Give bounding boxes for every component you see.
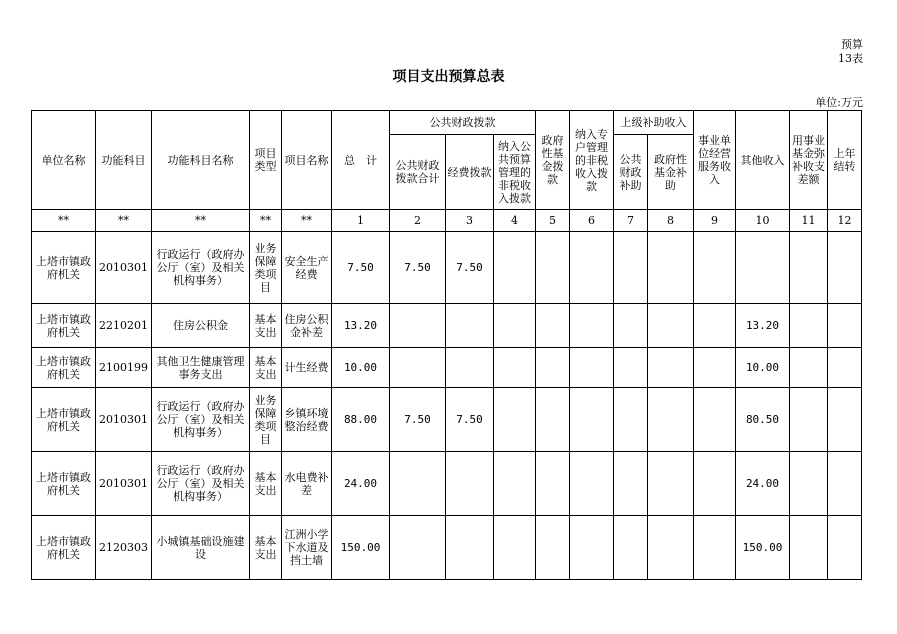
header-pf-fund: 经费拨款: [446, 135, 494, 210]
cell-pf-total: 7.50: [390, 388, 446, 452]
cell-empty: [536, 304, 570, 348]
cell-func-name: 行政运行（政府办公厅（室）及相关机构事务）: [152, 452, 250, 516]
cell-project: 乡镇环境整治经费: [282, 388, 332, 452]
header-total: 总 计: [332, 111, 390, 210]
cell-project: 计生经费: [282, 348, 332, 388]
cell-code: 2010301: [96, 232, 152, 304]
cell-empty: [648, 348, 694, 388]
table-row: [32, 232, 862, 304]
index-cell: **: [32, 210, 96, 232]
cell-func-name: 行政运行（政府办公厅（室）及相关机构事务）: [152, 388, 250, 452]
header-pf-special: 纳入公共预算管理的非税收入拨款: [494, 135, 536, 210]
cell-empty: [494, 388, 536, 452]
cell-total: 24.00: [332, 452, 390, 516]
cell-empty: [828, 232, 862, 304]
cell-empty: [614, 348, 648, 388]
header-other-income: 其他收入: [736, 111, 790, 210]
index-cell: **: [96, 210, 152, 232]
cell-other: 24.00: [736, 452, 790, 516]
header-business-income: 事业单位经营服务收入: [694, 111, 736, 210]
cell-empty: [828, 304, 862, 348]
cell-type: 基本支出: [250, 348, 282, 388]
cell-empty: [790, 516, 828, 580]
cell-code: 2010301: [96, 452, 152, 516]
cell-unit: 上塔市镇政府机关: [32, 516, 96, 580]
cell-empty: [790, 452, 828, 516]
cell-empty: [536, 516, 570, 580]
cell-pf-fund: [446, 516, 494, 580]
cell-code: 2120303: [96, 516, 152, 580]
cell-other: [736, 232, 790, 304]
cell-total: 88.00: [332, 388, 390, 452]
index-cell: **: [152, 210, 250, 232]
cell-empty: [648, 388, 694, 452]
cell-empty: [828, 348, 862, 388]
header-public-finance: 公共财政拨款: [390, 111, 536, 135]
cell-empty: [536, 388, 570, 452]
cell-empty: [614, 388, 648, 452]
index-cell: 8: [648, 210, 694, 232]
cell-other: 80.50: [736, 388, 790, 452]
cell-pf-fund: [446, 452, 494, 516]
cell-func-name: 行政运行（政府办公厅（室）及相关机构事务）: [152, 232, 250, 304]
cell-type: 基本支出: [250, 304, 282, 348]
cell-empty: [570, 452, 614, 516]
cell-empty: [828, 388, 862, 452]
cell-empty: [828, 452, 862, 516]
header-gov-fund: 政府性基金拨款: [536, 111, 570, 210]
cell-pf-fund: 7.50: [446, 232, 494, 304]
cell-empty: [494, 304, 536, 348]
cell-project: 住房公积金补差: [282, 304, 332, 348]
index-cell: **: [282, 210, 332, 232]
cell-empty: [614, 452, 648, 516]
cell-empty: [614, 232, 648, 304]
table-row: [32, 516, 862, 580]
cell-other: 10.00: [736, 348, 790, 388]
cell-pf-total: [390, 452, 446, 516]
page-title: 项目支出预算总表: [392, 69, 505, 85]
cell-empty: [694, 388, 736, 452]
table-row: [32, 304, 862, 348]
cell-empty: [570, 304, 614, 348]
cell-unit: 上塔市镇政府机关: [32, 452, 96, 516]
cell-empty: [614, 516, 648, 580]
table-row: [32, 348, 862, 388]
cell-other: 150.00: [736, 516, 790, 580]
cell-pf-fund: [446, 348, 494, 388]
cell-total: 7.50: [332, 232, 390, 304]
cell-empty: [648, 452, 694, 516]
cell-empty: [570, 516, 614, 580]
cell-code: 2010301: [96, 388, 152, 452]
unit-label: 单位:万元: [815, 96, 863, 109]
cell-empty: [790, 232, 828, 304]
cell-pf-fund: [446, 304, 494, 348]
cell-pf-total: 7.50: [390, 232, 446, 304]
header-func-code: 功能科目: [96, 111, 152, 210]
cell-unit: 上塔市镇政府机关: [32, 304, 96, 348]
cell-project: 安全生产经费: [282, 232, 332, 304]
cell-empty: [790, 348, 828, 388]
index-cell: 6: [570, 210, 614, 232]
cell-empty: [694, 348, 736, 388]
cell-project: 江洲小学下水道及挡土墙: [282, 516, 332, 580]
cell-empty: [570, 232, 614, 304]
header-sup-public: 公共财政补助: [614, 135, 648, 210]
index-cell: 3: [446, 210, 494, 232]
header-pf-total: 公共财政拨款合计: [390, 135, 446, 210]
header-special-nontax: 纳入专户管理的非税收入拨款: [570, 111, 614, 210]
cell-total: 13.20: [332, 304, 390, 348]
cell-empty: [790, 304, 828, 348]
cell-empty: [648, 516, 694, 580]
cell-empty: [536, 452, 570, 516]
doc-no-line-2: 13表: [838, 52, 863, 65]
header-proj-name: 项目名称: [282, 111, 332, 210]
cell-empty: [494, 348, 536, 388]
index-cell: 9: [694, 210, 736, 232]
cell-pf-total: [390, 348, 446, 388]
cell-project: 水电费补差: [282, 452, 332, 516]
cell-empty: [694, 232, 736, 304]
cell-func-name: 住房公积金: [152, 304, 250, 348]
budget-table: [31, 110, 862, 580]
cell-total: 10.00: [332, 348, 390, 388]
cell-type: 业务保障类项目: [250, 232, 282, 304]
index-cell: 7: [614, 210, 648, 232]
cell-unit: 上塔市镇政府机关: [32, 348, 96, 388]
index-cell: 2: [390, 210, 446, 232]
cell-code: 2210201: [96, 304, 152, 348]
cell-func-name: 小城镇基础设施建设: [152, 516, 250, 580]
cell-pf-fund: 7.50: [446, 388, 494, 452]
index-cell: 5: [536, 210, 570, 232]
cell-empty: [828, 516, 862, 580]
header-proj-type: 项目类型: [250, 111, 282, 210]
table-row: [32, 452, 862, 516]
index-row: [32, 210, 862, 232]
cell-other: 13.20: [736, 304, 790, 348]
cell-code: 2100199: [96, 348, 152, 388]
cell-empty: [494, 232, 536, 304]
cell-pf-total: [390, 304, 446, 348]
header-func-name: 功能科目名称: [152, 111, 250, 210]
cell-empty: [648, 304, 694, 348]
cell-type: 业务保障类项目: [250, 388, 282, 452]
cell-empty: [694, 304, 736, 348]
cell-unit: 上塔市镇政府机关: [32, 388, 96, 452]
cell-empty: [494, 516, 536, 580]
cell-type: 基本支出: [250, 452, 282, 516]
index-cell: 12: [828, 210, 862, 232]
table-row: [32, 388, 862, 452]
index-cell: **: [250, 210, 282, 232]
cell-empty: [494, 452, 536, 516]
cell-type: 基本支出: [250, 516, 282, 580]
cell-unit: 上塔市镇政府机关: [32, 232, 96, 304]
index-cell: 10: [736, 210, 790, 232]
cell-empty: [694, 452, 736, 516]
cell-func-name: 其他卫生健康管理事务支出: [152, 348, 250, 388]
header-superior-subsidy: 上级补助收入: [614, 111, 694, 135]
header-carryover: 上年结转: [828, 111, 862, 210]
cell-empty: [614, 304, 648, 348]
index-cell: 1: [332, 210, 390, 232]
document-number: [838, 38, 863, 66]
cell-empty: [570, 388, 614, 452]
cell-empty: [570, 348, 614, 388]
doc-no-line-1: 预算: [841, 38, 863, 51]
cell-empty: [790, 388, 828, 452]
header-sup-gov: 政府性基金补助: [648, 135, 694, 210]
cell-total: 150.00: [332, 516, 390, 580]
cell-empty: [536, 232, 570, 304]
index-cell: 4: [494, 210, 536, 232]
cell-empty: [536, 348, 570, 388]
header-fund-makeup: 用事业基金弥补收支差额: [790, 111, 828, 210]
cell-empty: [648, 232, 694, 304]
header-unit-name: 单位名称: [32, 111, 96, 210]
cell-empty: [694, 516, 736, 580]
index-cell: 11: [790, 210, 828, 232]
cell-pf-total: [390, 516, 446, 580]
